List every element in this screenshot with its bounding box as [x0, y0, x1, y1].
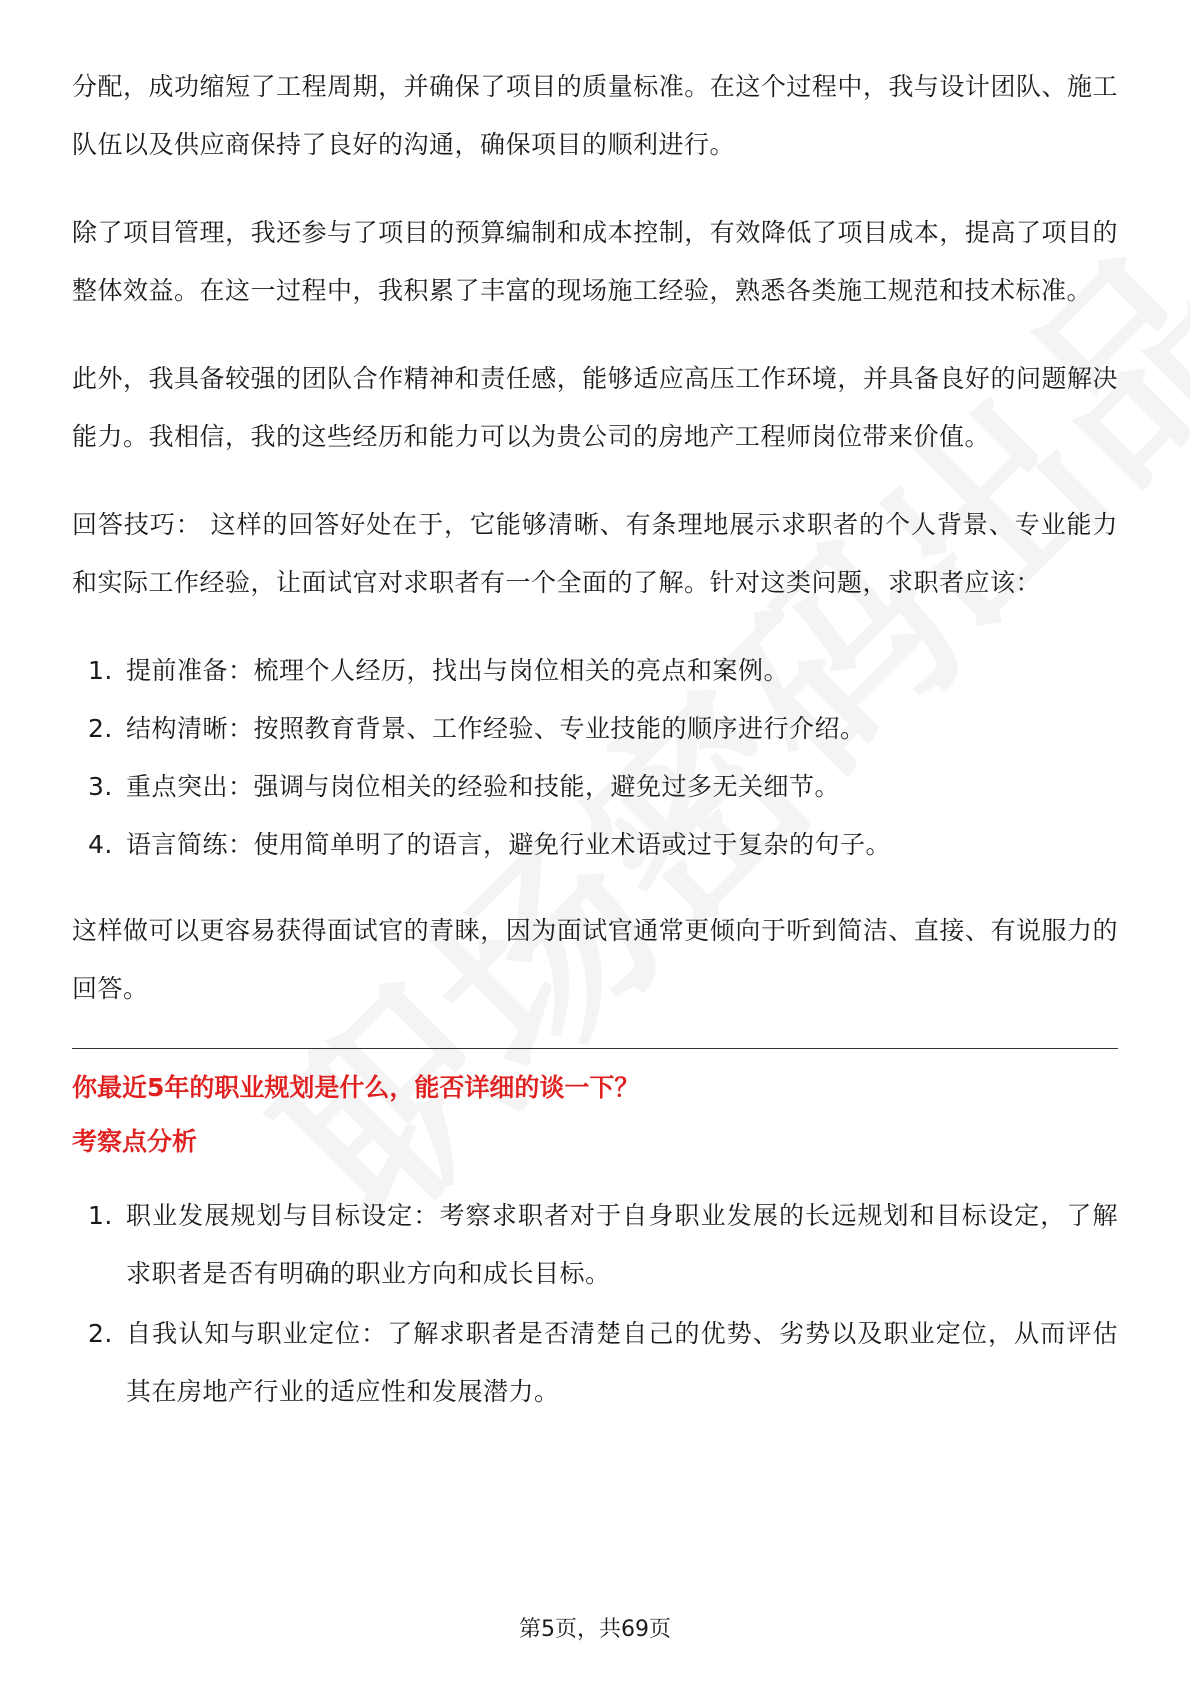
- page-number: 第5页，共69页: [519, 1617, 671, 1642]
- closing-paragraph: 这样做可以更容易获得面试官的青睐，因为面试官通常更倾向于听到简洁、直接、有说服力的回答。: [72, 916, 1118, 1003]
- list-item: [72, 758, 1118, 816]
- list-number: 1.: [88, 1201, 113, 1230]
- list-item-text: 自我认知与职业定位：了解求职者是否清楚自己的优势、劣势以及职业定位，从而评估其在房地产行业的适应性和发展潜力。: [126, 1319, 1118, 1406]
- tips-list: [72, 642, 1118, 874]
- list-item: [72, 816, 1118, 874]
- list-item: [72, 642, 1118, 700]
- list-item-text: 语言简练：使用简单明了的语言，避免行业术语或过于复杂的句子。: [126, 830, 892, 859]
- list-item: [72, 700, 1118, 758]
- interview-question: 你最近5年的职业规划是什么，能否详细的谈一下？: [72, 1073, 640, 1102]
- list-item-text: 提前准备：梳理个人经历，找出与岗位相关的亮点和案例。: [126, 656, 790, 685]
- analysis-list: [72, 1187, 1118, 1421]
- list-number: 2.: [88, 1319, 113, 1348]
- page-content: [72, 58, 1118, 1423]
- list-item-text: 职业发展规划与目标设定：考察求职者对于自身职业发展的长远规划和目标设定，了解求职者是否有明确的职业方向和成长目标。: [126, 1201, 1118, 1288]
- answer-paragraph-1: 分配，成功缩短了工程周期，并确保了项目的质量标准。在这个过程中，我与设计团队、施工队伍以及供应商保持了良好的沟通，确保项目的顺利进行。: [72, 72, 1118, 159]
- list-number: 2.: [88, 714, 113, 743]
- answer-tips-intro: 回答技巧： 这样的回答好处在于，它能够清晰、有条理地展示求职者的个人背景、专业能力和实际工作经验，让面试官对求职者有一个全面的了解。针对这类问题，求职者应该：: [72, 510, 1118, 597]
- list-number: 1.: [88, 656, 113, 685]
- list-item-text: 结构清晰：按照教育背景、工作经验、专业技能的顺序进行介绍。: [126, 714, 866, 743]
- section-divider: [72, 1048, 1118, 1049]
- list-number: 4.: [88, 830, 113, 859]
- answer-paragraph-3: 此外，我具备较强的团队合作精神和责任感，能够适应高压工作环境，并具备良好的问题解决能力。我相信，我的这些经历和能力可以为贵公司的房地产工程师岗位带来价值。: [72, 364, 1118, 451]
- list-item-text: 重点突出：强调与岗位相关的经验和技能，避免过多无关细节。: [126, 772, 841, 801]
- analysis-heading: 考察点分析: [72, 1127, 198, 1156]
- list-item: [72, 1305, 1118, 1421]
- list-number: 3.: [88, 772, 113, 801]
- answer-paragraph-2: 除了项目管理，我还参与了项目的预算编制和成本控制，有效降低了项目成本，提高了项目的整体效益。在这一过程中，我积累了丰富的现场施工经验，熟悉各类施工规范和技术标准。: [72, 218, 1118, 305]
- list-item: [72, 1187, 1118, 1303]
